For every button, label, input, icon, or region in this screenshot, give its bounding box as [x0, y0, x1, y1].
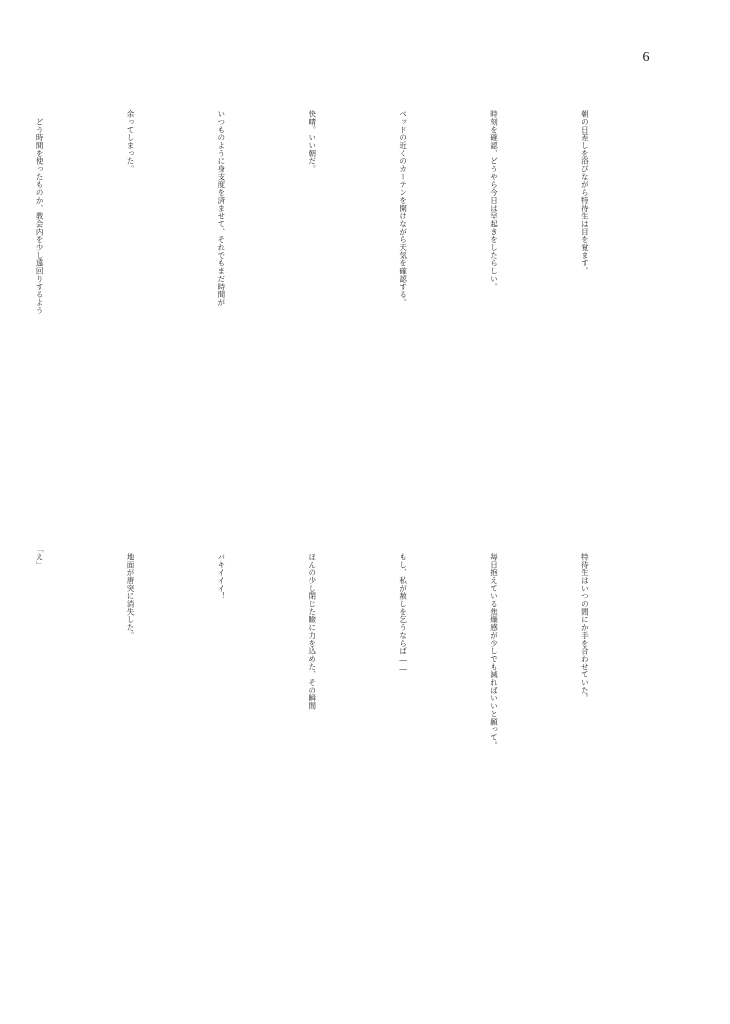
- text-line: どう時間を使ったものか、教会内を少し遠回りするよう: [35, 110, 45, 315]
- text-line: 朝の日差しを浴びながら特待生は目を覚ます。: [580, 110, 590, 275]
- text-line: 地面が唐突に消失した。: [125, 545, 135, 640]
- page-number: 6: [642, 50, 650, 65]
- text-line: 快晴。いい朝だ。: [307, 110, 317, 173]
- text-line: 「え」: [35, 545, 45, 569]
- text-line: ベッドの近くのカーテンを開けながら天気を確認する。: [398, 110, 408, 307]
- text-line: バキイイイ！: [216, 545, 226, 600]
- text-line: いつものように身支度を済ませて、それでもまだ時間が: [216, 110, 226, 307]
- text-line: 毎日抱えている焦燥感が少しでも減ればいいと願って。: [489, 545, 499, 750]
- upper-text-block: [35, 110, 660, 510]
- text-line: 特待生はいつの間にか手を合わせていた。: [580, 545, 590, 702]
- text-line: ほんの少し閉じた瞼に力を込めた、その瞬間: [307, 545, 317, 710]
- text-line: 時刻を確認、どうやら今日は早起きをしたらしい。: [489, 110, 499, 291]
- text-line: 余ってしまった。: [125, 110, 135, 173]
- lower-text-block: [35, 545, 660, 945]
- text-line: もし、私が赦しを乞うならば――: [398, 545, 408, 674]
